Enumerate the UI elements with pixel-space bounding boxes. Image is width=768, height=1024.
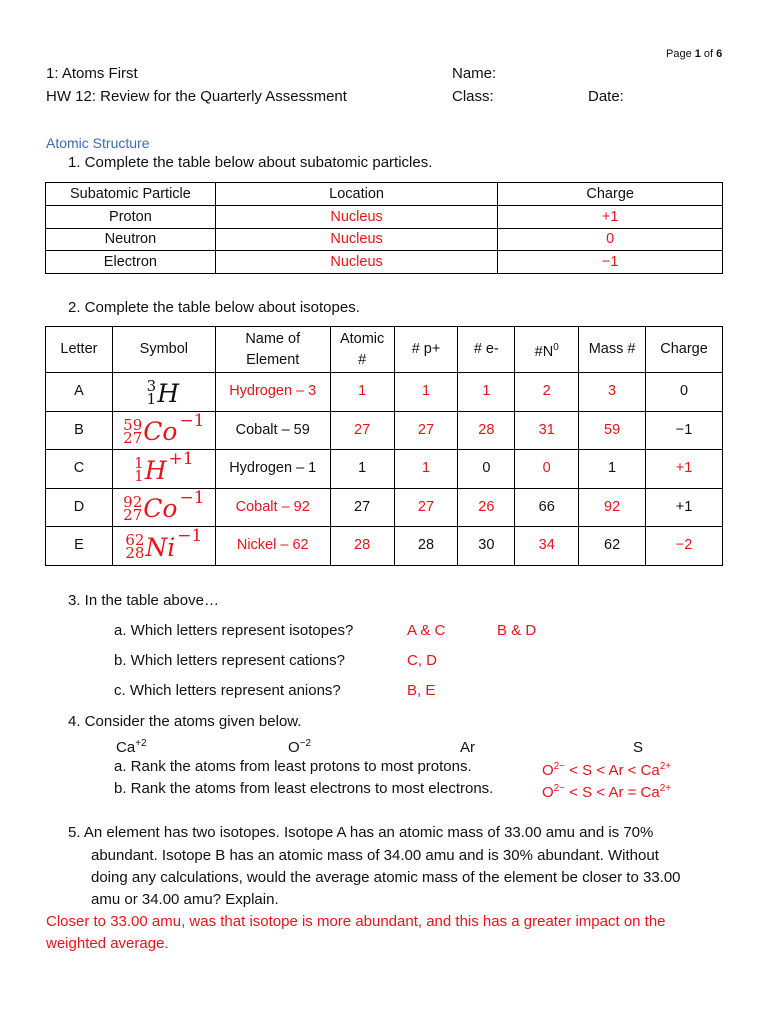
mass-answer: 3: [579, 373, 646, 412]
atomic-number-answer: 27: [330, 411, 394, 450]
question-4: 4. Consider the atoms given below.: [68, 713, 302, 730]
symbol-cell: [112, 527, 215, 566]
table-row: [46, 450, 723, 489]
isotope-symbol: 92 27 Co −1: [123, 487, 205, 524]
letter-cell: B: [46, 411, 113, 450]
letter-cell: C: [46, 450, 113, 489]
atomic-number-answer: 28: [330, 527, 394, 566]
answer-4b: $O^{2-} < S < Ar = Ca^{2+}$: [542, 783, 672, 801]
atomic-number-cell: 1: [330, 450, 394, 489]
table-row: [46, 251, 723, 274]
symbol-cell: [112, 450, 215, 489]
electrons-cell: 0: [458, 450, 515, 489]
letter-cell: D: [46, 488, 113, 527]
question-4b: b. Rank the atoms from least electrons to most electrons.: [114, 780, 494, 797]
table-header-row: [46, 327, 723, 373]
table-row: [46, 205, 723, 228]
unit-title: 1: Atoms First: [46, 65, 138, 82]
header-neutrons: $\#N^0$: [515, 327, 579, 373]
charge-cell: −1: [646, 411, 723, 450]
question-4a: a. Rank the atoms from least protons to most protons.: [114, 758, 472, 775]
particle-cell: Neutron: [46, 228, 216, 251]
header-symbol: Symbol: [112, 327, 215, 373]
isotope-symbol: 59 27 Co −1: [123, 410, 205, 447]
page-number: Page 1 of 6: [666, 48, 723, 60]
mass-answer: 59: [579, 411, 646, 450]
answer-3a-2: B & D: [497, 622, 537, 639]
question-5-line: abundant. Isotope B has an atomic mass of 34.00 amu and is 30% abundant. Without: [91, 847, 659, 864]
question-5-line: doing any calculations, would the average atomic mass of the element be closer to 33.00: [91, 869, 681, 886]
homework-title: HW 12: Review for the Quarterly Assessment: [46, 88, 347, 105]
symbol-cell: [112, 411, 215, 450]
header-mass: Mass #: [579, 327, 646, 373]
header-cell: Location: [215, 183, 498, 206]
particle-cell: Electron: [46, 251, 216, 274]
answer-3c: B, E: [407, 682, 436, 699]
electrons-cell: 30: [458, 527, 515, 566]
header-atomic: Atomic #: [330, 327, 394, 373]
answer-5-line: weighted average.: [46, 935, 169, 952]
atomic-number-cell: 27: [330, 488, 394, 527]
header-electrons: # e-: [458, 327, 515, 373]
date-label: Date:: [588, 88, 624, 105]
particle-cell: Proton: [46, 205, 216, 228]
protons-answer: 27: [394, 488, 458, 527]
protons-answer: 27: [394, 411, 458, 450]
location-answer: Nucleus: [215, 205, 498, 228]
atom-calcium: $Ca^{+2}$: [116, 738, 147, 756]
charge-cell: +1: [646, 488, 723, 527]
isotope-symbol: 62 28 Ni −1: [125, 526, 203, 563]
element-name-cell: Cobalt – 59: [215, 411, 330, 450]
location-answer: Nucleus: [215, 251, 498, 274]
element-name-answer: Hydrogen – 3: [215, 373, 330, 412]
header-cell: Charge: [498, 183, 723, 206]
answer-3b: C, D: [407, 652, 437, 669]
question-3: 3. In the table above…: [68, 592, 219, 609]
mass-cell: 62: [579, 527, 646, 566]
table-row: [46, 228, 723, 251]
atom-sulfur: S: [633, 739, 644, 756]
atomic-number-answer: 1: [330, 373, 394, 412]
electrons-answer: 26: [458, 488, 515, 527]
neutrons-answer: 2: [515, 373, 579, 412]
question-5-line: amu or 34.00 amu? Explain.: [91, 891, 279, 908]
symbol-cell: [112, 488, 215, 527]
header-cell: Subatomic Particle: [46, 183, 216, 206]
charge-answer: +1: [646, 450, 723, 489]
element-name-answer: Nickel – 62: [215, 527, 330, 566]
charge-answer: −2: [646, 527, 723, 566]
question-5-line: 5. An element has two isotopes. Isotope A has an atomic mass of 33.00 amu and is 70%: [68, 824, 654, 841]
header-protons: # p+: [394, 327, 458, 373]
atom-argon: Ar: [460, 739, 475, 756]
symbol-cell: [112, 373, 215, 412]
class-label: Class:: [452, 88, 494, 105]
element-name-answer: Cobalt – 92: [215, 488, 330, 527]
header-letter: Letter: [46, 327, 113, 373]
neutrons-answer: 31: [515, 411, 579, 450]
table-row: [46, 373, 723, 412]
subatomic-particles-table: [45, 182, 723, 274]
question-2: 2. Complete the table below about isotopes.: [68, 299, 360, 316]
atom-oxygen: $O^{-2}$: [288, 738, 312, 756]
table-row: [46, 411, 723, 450]
charge-cell: 0: [646, 373, 723, 412]
protons-answer: 1: [394, 450, 458, 489]
neutrons-answer: 34: [515, 527, 579, 566]
electrons-answer: 28: [458, 411, 515, 450]
neutrons-cell: 66: [515, 488, 579, 527]
protons-cell: 28: [394, 527, 458, 566]
letter-cell: A: [46, 373, 113, 412]
answer-3a-1: A & C: [407, 622, 446, 639]
question-3c: c. Which letters represent anions?: [114, 682, 341, 699]
neutrons-answer: 0: [515, 450, 579, 489]
name-label: Name:: [452, 65, 497, 82]
charge-answer: +1: [498, 205, 723, 228]
mass-answer: 92: [579, 488, 646, 527]
question-3a: a. Which letters represent isotopes?: [114, 622, 354, 639]
letter-cell: E: [46, 527, 113, 566]
section-title: Atomic Structure: [46, 135, 150, 151]
isotopes-table: [45, 326, 723, 566]
question-3b: b. Which letters represent cations?: [114, 652, 345, 669]
table-row: [46, 488, 723, 527]
location-answer: Nucleus: [215, 228, 498, 251]
answer-5-line: Closer to 33.00 amu, was that isotope is more abundant, and this has a greater impact on the: [46, 913, 666, 930]
isotope-symbol: 1 1 H +1: [134, 449, 194, 486]
answer-4a: $O^{2-} < S < Ar < Ca^{2+}$: [542, 761, 672, 779]
charge-answer: −1: [498, 251, 723, 274]
protons-answer: 1: [394, 373, 458, 412]
header-charge: Charge: [646, 327, 723, 373]
isotope-symbol: 3 1 H: [146, 377, 180, 409]
mass-cell: 1: [579, 450, 646, 489]
header-name: Name of Element: [215, 327, 330, 373]
table-row: [46, 527, 723, 566]
table-header-row: [46, 183, 723, 206]
electrons-answer: 1: [458, 373, 515, 412]
element-name-cell: Hydrogen – 1: [215, 450, 330, 489]
charge-answer: 0: [498, 228, 723, 251]
question-1: 1. Complete the table below about subatomic particles.: [68, 154, 433, 171]
